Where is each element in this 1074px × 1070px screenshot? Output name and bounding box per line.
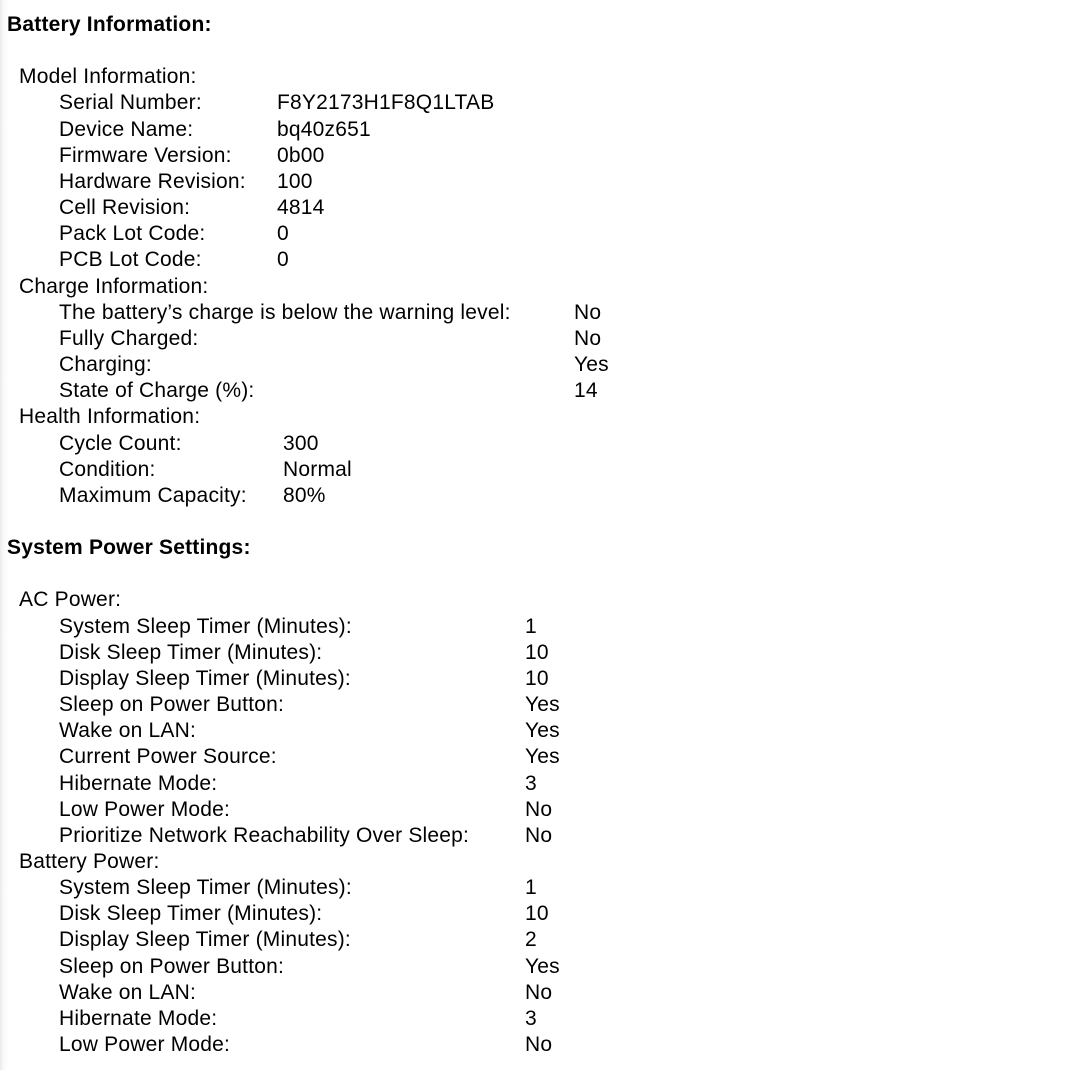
row-label: Firmware Version:	[59, 143, 232, 167]
row-value: Normal	[283, 457, 352, 481]
row-value: No	[525, 823, 553, 847]
row-label: PCB Lot Code:	[59, 248, 202, 272]
row-label: The battery’s charge is below the warning level:	[59, 300, 511, 324]
row-value: Yes	[525, 745, 560, 769]
info-row	[0, 378, 1074, 404]
row-value: 1	[525, 876, 537, 900]
row-value: 100	[277, 169, 313, 193]
row-label: Disk Sleep Timer (Minutes):	[59, 640, 323, 664]
row-label: Cycle Count:	[59, 431, 182, 455]
info-row	[0, 797, 1074, 823]
info-row	[0, 221, 1074, 247]
row-label: System Sleep Timer (Minutes):	[59, 614, 352, 638]
row-label: Sleep on Power Button:	[59, 693, 285, 717]
row-value: 300	[283, 431, 319, 455]
row-value: F8Y2173H1F8Q1LTAB	[277, 91, 495, 115]
info-row	[0, 169, 1074, 195]
row-label: Low Power Mode:	[59, 1033, 231, 1057]
row-label: Display Sleep Timer (Minutes):	[59, 666, 351, 690]
row-value: 10	[525, 902, 549, 926]
row-value: 0b00	[277, 143, 325, 167]
info-row	[0, 823, 1074, 849]
info-row	[0, 143, 1074, 169]
info-row	[0, 954, 1074, 980]
row-label: Wake on LAN:	[59, 980, 197, 1004]
info-row	[0, 195, 1074, 221]
group-title: Model Information:	[19, 65, 197, 89]
row-value: Yes	[574, 353, 609, 377]
info-row	[0, 744, 1074, 770]
row-value: Yes	[525, 954, 560, 978]
info-row	[0, 352, 1074, 378]
row-value: 10	[525, 666, 549, 690]
row-value: 10	[525, 640, 549, 664]
row-label: Disk Sleep Timer (Minutes):	[59, 902, 323, 926]
row-value: 80%	[283, 483, 326, 507]
info-row	[0, 457, 1074, 483]
info-row	[0, 980, 1074, 1006]
row-value: 4814	[277, 196, 325, 220]
row-value: 2	[525, 928, 537, 952]
row-label: Pack Lot Code:	[59, 222, 206, 246]
row-label: Device Name:	[59, 117, 194, 141]
row-label: Condition:	[59, 457, 156, 481]
row-label: Low Power Mode:	[59, 797, 231, 821]
row-label: State of Charge (%):	[59, 379, 255, 403]
info-row	[0, 666, 1074, 692]
info-row	[0, 483, 1074, 509]
row-label: Hibernate Mode:	[59, 1006, 218, 1030]
row-value: 1	[525, 614, 537, 638]
row-label: Cell Revision:	[59, 196, 191, 220]
row-label: Wake on LAN:	[59, 719, 197, 743]
row-label: Sleep on Power Button:	[59, 954, 285, 978]
info-row	[0, 1032, 1074, 1058]
info-row	[0, 692, 1074, 718]
row-label: Hardware Revision:	[59, 169, 246, 193]
info-row	[0, 875, 1074, 901]
row-label: Current Power Source:	[59, 745, 277, 769]
info-row	[0, 614, 1074, 640]
row-value: 0	[277, 222, 289, 246]
group-title: Health Information:	[19, 405, 201, 429]
row-label: Prioritize Network Reachability Over Sleep:	[59, 823, 470, 847]
info-row	[0, 117, 1074, 143]
group-title: Battery Power:	[19, 850, 160, 873]
row-value: No	[574, 300, 602, 324]
info-row	[0, 326, 1074, 352]
row-value: Yes	[525, 693, 560, 717]
info-row	[0, 90, 1074, 116]
row-label: Maximum Capacity:	[59, 483, 247, 507]
info-row	[0, 431, 1074, 457]
row-value: bq40z651	[277, 117, 371, 141]
section-title: System Power Settings:	[7, 536, 251, 560]
row-label: Hibernate Mode:	[59, 771, 218, 795]
row-label: Serial Number:	[59, 91, 202, 115]
row-value: No	[525, 1033, 553, 1057]
info-row	[0, 771, 1074, 797]
row-value: Yes	[525, 719, 560, 743]
blank-line	[0, 561, 1074, 587]
group-title: AC Power:	[19, 588, 122, 612]
info-row	[0, 1006, 1074, 1032]
info-row	[0, 247, 1074, 273]
row-value: 0	[277, 248, 289, 272]
info-row	[0, 927, 1074, 953]
row-value: No	[525, 797, 553, 821]
blank-line	[0, 38, 1074, 64]
row-label: Fully Charged:	[59, 326, 199, 350]
group-title: Charge Information:	[19, 274, 209, 298]
info-row	[0, 300, 1074, 326]
row-value: No	[525, 980, 553, 1004]
row-label: Display Sleep Timer (Minutes):	[59, 928, 351, 952]
row-value: 3	[525, 1006, 537, 1030]
row-value: No	[574, 326, 602, 350]
info-row	[0, 640, 1074, 666]
row-value: 3	[525, 771, 537, 795]
row-label: Charging:	[59, 353, 152, 377]
info-row	[0, 901, 1074, 927]
row-value: 14	[574, 379, 598, 403]
info-row	[0, 718, 1074, 744]
section-title: Battery Information:	[7, 13, 212, 36]
report-content	[0, 12, 1074, 1058]
blank-line	[0, 509, 1074, 535]
row-label: System Sleep Timer (Minutes):	[59, 876, 352, 900]
